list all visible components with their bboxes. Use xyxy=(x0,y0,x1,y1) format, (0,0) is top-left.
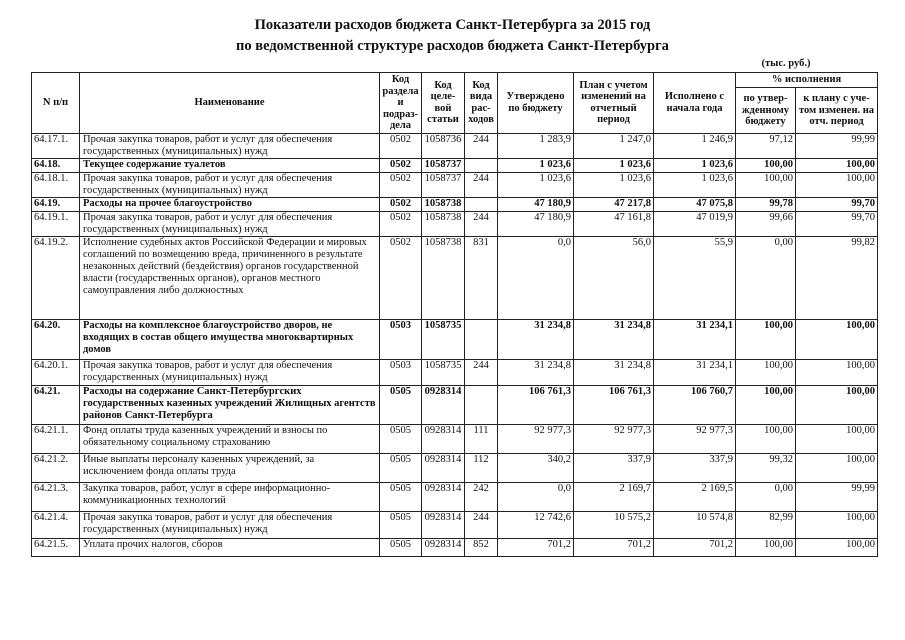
cell-approved: 92 977,3 xyxy=(498,424,574,453)
cell-target-code: 0928314 xyxy=(422,453,465,482)
cell-target-code: 1058737 xyxy=(422,158,465,172)
table-header xyxy=(32,73,878,134)
cell-name: Прочая закупка товаров, работ и услуг для обеспечения государственных (муниципальных) нужд xyxy=(80,511,380,538)
table-body xyxy=(32,133,878,556)
cell-name: Исполнение судебных актов Российской Федерации и мировых соглашений по возмещению вреда, причиненного в результате незаконных действий (бездействия) органов государственной власти (государственных органов), органов местного самоуправления либо должностных xyxy=(80,236,380,319)
cell-section-code: 0502 xyxy=(380,211,422,236)
cell-name: Иные выплаты персоналу казенных учреждений, за исключением фонда оплаты труда xyxy=(80,453,380,482)
cell-type-code: 831 xyxy=(465,236,498,319)
cell-pct-plan: 99,99 xyxy=(796,133,878,158)
cell-section-code: 0503 xyxy=(380,319,422,359)
table-row xyxy=(32,538,878,556)
table-row xyxy=(32,133,878,158)
table-row xyxy=(32,197,878,211)
table-row xyxy=(32,211,878,236)
cell-executed: 47 075,8 xyxy=(654,197,736,211)
cell-approved: 106 761,3 xyxy=(498,385,574,424)
cell-section-code: 0505 xyxy=(380,385,422,424)
cell-section-code: 0505 xyxy=(380,424,422,453)
table-row xyxy=(32,482,878,511)
cell-section-code: 0502 xyxy=(380,172,422,197)
cell-pct-approved: 100,00 xyxy=(736,172,796,197)
header-pct-approved: по утвер-жденному бюджету xyxy=(736,88,796,134)
cell-num: 64.18. xyxy=(32,158,80,172)
cell-planned: 106 761,3 xyxy=(574,385,654,424)
cell-type-code xyxy=(465,385,498,424)
header-num: N п/п xyxy=(32,73,80,134)
cell-pct-approved: 82,99 xyxy=(736,511,796,538)
cell-name: Прочая закупка товаров, работ и услуг для обеспечения государственных (муниципальных) нужд xyxy=(80,211,380,236)
cell-pct-approved: 0,00 xyxy=(736,482,796,511)
cell-pct-approved: 100,00 xyxy=(736,385,796,424)
cell-section-code: 0502 xyxy=(380,236,422,319)
cell-approved: 0,0 xyxy=(498,482,574,511)
cell-section-code: 0505 xyxy=(380,453,422,482)
cell-pct-plan: 99,70 xyxy=(796,197,878,211)
cell-planned: 31 234,8 xyxy=(574,359,654,385)
cell-executed: 31 234,1 xyxy=(654,359,736,385)
cell-target-code: 0928314 xyxy=(422,538,465,556)
header-type-code: Код вида рас-ходов xyxy=(465,73,498,134)
cell-num: 64.21.5. xyxy=(32,538,80,556)
cell-approved: 1 023,6 xyxy=(498,172,574,197)
cell-pct-approved: 100,00 xyxy=(736,319,796,359)
cell-num: 64.19.1. xyxy=(32,211,80,236)
cell-approved: 1 023,6 xyxy=(498,158,574,172)
cell-target-code: 0928314 xyxy=(422,511,465,538)
cell-executed: 55,9 xyxy=(654,236,736,319)
cell-executed: 1 023,6 xyxy=(654,172,736,197)
cell-type-code xyxy=(465,158,498,172)
cell-pct-plan: 100,00 xyxy=(796,511,878,538)
cell-approved: 12 742,6 xyxy=(498,511,574,538)
cell-approved: 47 180,9 xyxy=(498,197,574,211)
cell-executed: 47 019,9 xyxy=(654,211,736,236)
table-row xyxy=(32,172,878,197)
cell-pct-plan: 100,00 xyxy=(796,172,878,197)
cell-name: Уплата прочих налогов, сборов xyxy=(80,538,380,556)
cell-executed: 10 574,8 xyxy=(654,511,736,538)
cell-approved: 31 234,8 xyxy=(498,359,574,385)
cell-executed: 1 023,6 xyxy=(654,158,736,172)
cell-approved: 1 283,9 xyxy=(498,133,574,158)
cell-pct-plan: 100,00 xyxy=(796,319,878,359)
cell-num: 64.21.2. xyxy=(32,453,80,482)
cell-type-code: 242 xyxy=(465,482,498,511)
budget-table xyxy=(31,72,878,557)
header-section-code: Код раздела и подраз-дела xyxy=(380,73,422,134)
cell-pct-plan: 100,00 xyxy=(796,453,878,482)
cell-section-code: 0503 xyxy=(380,359,422,385)
cell-pct-plan: 100,00 xyxy=(796,385,878,424)
cell-pct-approved: 100,00 xyxy=(736,158,796,172)
cell-pct-approved: 0,00 xyxy=(736,236,796,319)
cell-executed: 92 977,3 xyxy=(654,424,736,453)
cell-planned: 10 575,2 xyxy=(574,511,654,538)
cell-pct-approved: 100,00 xyxy=(736,538,796,556)
cell-type-code xyxy=(465,319,498,359)
cell-executed: 2 169,5 xyxy=(654,482,736,511)
cell-type-code: 111 xyxy=(465,424,498,453)
table-row xyxy=(32,385,878,424)
cell-planned: 1 247,0 xyxy=(574,133,654,158)
cell-type-code xyxy=(465,197,498,211)
cell-target-code: 0928314 xyxy=(422,424,465,453)
cell-executed: 337,9 xyxy=(654,453,736,482)
cell-section-code: 0502 xyxy=(380,133,422,158)
cell-target-code: 1058737 xyxy=(422,172,465,197)
cell-type-code: 244 xyxy=(465,359,498,385)
header-approved: Утверждено по бюджету xyxy=(498,73,574,134)
cell-target-code: 1058735 xyxy=(422,319,465,359)
cell-target-code: 0928314 xyxy=(422,385,465,424)
cell-executed: 1 246,9 xyxy=(654,133,736,158)
cell-pct-approved: 99,66 xyxy=(736,211,796,236)
cell-planned: 47 217,8 xyxy=(574,197,654,211)
table-row xyxy=(32,319,878,359)
header-executed: Исполнено с начала года xyxy=(654,73,736,134)
cell-target-code: 1058738 xyxy=(422,197,465,211)
cell-pct-plan: 99,99 xyxy=(796,482,878,511)
cell-planned: 47 161,8 xyxy=(574,211,654,236)
cell-target-code: 0928314 xyxy=(422,482,465,511)
cell-name: Закупка товаров, работ, услуг в сфере информационно-коммуникационных технологий xyxy=(80,482,380,511)
table-row xyxy=(32,158,878,172)
cell-type-code: 852 xyxy=(465,538,498,556)
cell-planned: 337,9 xyxy=(574,453,654,482)
table-row xyxy=(32,359,878,385)
header-pct-plan: к плану с уче-том изменен. на отч. период xyxy=(796,88,878,134)
cell-num: 64.21.4. xyxy=(32,511,80,538)
cell-pct-plan: 100,00 xyxy=(796,359,878,385)
cell-num: 64.19.2. xyxy=(32,236,80,319)
cell-planned: 1 023,6 xyxy=(574,158,654,172)
cell-planned: 31 234,8 xyxy=(574,319,654,359)
table-row xyxy=(32,424,878,453)
cell-type-code: 244 xyxy=(465,511,498,538)
table-row xyxy=(32,453,878,482)
cell-type-code: 112 xyxy=(465,453,498,482)
cell-num: 64.18.1. xyxy=(32,172,80,197)
cell-target-code: 1058736 xyxy=(422,133,465,158)
cell-section-code: 0502 xyxy=(380,158,422,172)
cell-section-code: 0505 xyxy=(380,482,422,511)
cell-type-code: 244 xyxy=(465,172,498,197)
cell-name: Прочая закупка товаров, работ и услуг для обеспечения государственных (муниципальных) нужд xyxy=(80,172,380,197)
cell-executed: 701,2 xyxy=(654,538,736,556)
cell-approved: 340,2 xyxy=(498,453,574,482)
cell-num: 64.21. xyxy=(32,385,80,424)
cell-planned: 56,0 xyxy=(574,236,654,319)
cell-num: 64.21.3. xyxy=(32,482,80,511)
cell-pct-approved: 99,78 xyxy=(736,197,796,211)
cell-name: Расходы на прочее благоустройство xyxy=(80,197,380,211)
cell-name: Фонд оплаты труда казенных учреждений и взносы по обязательному социальному страхованию xyxy=(80,424,380,453)
cell-pct-plan: 99,70 xyxy=(796,211,878,236)
cell-name: Текущее содержание туалетов xyxy=(80,158,380,172)
cell-section-code: 0505 xyxy=(380,538,422,556)
cell-num: 64.20. xyxy=(32,319,80,359)
header-target-code: Код целе-вой статьи xyxy=(422,73,465,134)
cell-num: 64.17.1. xyxy=(32,133,80,158)
cell-pct-approved: 100,00 xyxy=(736,424,796,453)
cell-type-code: 244 xyxy=(465,211,498,236)
cell-planned: 701,2 xyxy=(574,538,654,556)
header-pct-group: % исполнения xyxy=(736,73,878,88)
cell-num: 64.19. xyxy=(32,197,80,211)
cell-approved: 47 180,9 xyxy=(498,211,574,236)
cell-approved: 701,2 xyxy=(498,538,574,556)
cell-pct-plan: 100,00 xyxy=(796,538,878,556)
header-planned: План с учетом изменений на отчетный период xyxy=(574,73,654,134)
cell-target-code: 1058738 xyxy=(422,211,465,236)
cell-section-code: 0505 xyxy=(380,511,422,538)
cell-pct-approved: 97,12 xyxy=(736,133,796,158)
document-title-line-2: по ведомственной структуре расходов бюджета Санкт-Петербурга xyxy=(236,38,669,54)
cell-type-code: 244 xyxy=(465,133,498,158)
cell-name: Прочая закупка товаров, работ и услуг для обеспечения государственных (муниципальных) нужд xyxy=(80,359,380,385)
cell-name: Расходы на комплексное благоустройство дворов, не входящих в состав общего имущества многоквартирных домов xyxy=(80,319,380,359)
cell-pct-approved: 99,32 xyxy=(736,453,796,482)
cell-pct-plan: 100,00 xyxy=(796,158,878,172)
cell-executed: 31 234,1 xyxy=(654,319,736,359)
cell-target-code: 1058735 xyxy=(422,359,465,385)
cell-approved: 31 234,8 xyxy=(498,319,574,359)
cell-planned: 92 977,3 xyxy=(574,424,654,453)
cell-pct-approved: 100,00 xyxy=(736,359,796,385)
cell-num: 64.21.1. xyxy=(32,424,80,453)
cell-planned: 2 169,7 xyxy=(574,482,654,511)
table-row xyxy=(32,236,878,319)
cell-planned: 1 023,6 xyxy=(574,172,654,197)
cell-target-code: 1058738 xyxy=(422,236,465,319)
cell-executed: 106 760,7 xyxy=(654,385,736,424)
units-note: (тыс. руб.) xyxy=(761,58,811,69)
cell-pct-plan: 99,82 xyxy=(796,236,878,319)
cell-num: 64.20.1. xyxy=(32,359,80,385)
cell-pct-plan: 100,00 xyxy=(796,424,878,453)
header-name: Наименование xyxy=(80,73,380,134)
cell-section-code: 0502 xyxy=(380,197,422,211)
table-row xyxy=(32,511,878,538)
document-title-line-1: Показатели расходов бюджета Санкт-Петербурга за 2015 год xyxy=(254,17,651,33)
cell-approved: 0,0 xyxy=(498,236,574,319)
cell-name: Прочая закупка товаров, работ и услуг для обеспечения государственных (муниципальных) нужд xyxy=(80,133,380,158)
cell-name: Расходы на содержание Санкт-Петербургских государственных казенных учреждений Жилищных агентств районов Санкт-Петербурга xyxy=(80,385,380,424)
